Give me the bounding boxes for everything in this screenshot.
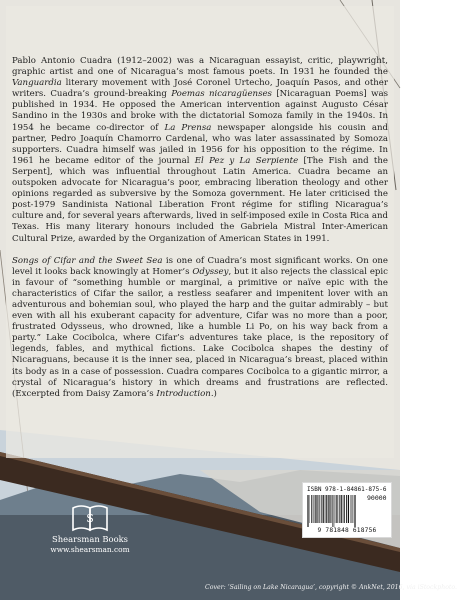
italic-title-run: Vanguardia (12, 78, 62, 89)
text-run: newspaper alongside his cousin and partner, Pedro Joaquín Chamorro Cardenal, who was later assassinated by Somoza supporters. Cuadra himself was jailed in 1956 for his opposition to the régime. In 1961 he became editor of the journal (12, 122, 389, 166)
text-run: , but it also rejects the classical epic in favour of “something humble or marginal, a primitive or naïve epic with the characteristics of Cifar the sailor, a restless seafarer and impenitent lover with an adventurous and bohemian soul, who played the harp and the guitar admirably – but even with all his exuberant capacity for adventure, Cifar was no more than a poor, frustrated Odysseus, who drowned, like a humble Li Po, on his way back from a party.” Lake Cocibolca, where Cifar’s adventures take place, is the repository of legends, fables, and mythical fictions. Lake Cocibolca shapes the destiny of Nicaraguans, because it is the inner sea, placed in Nicaragua’s breast, placed within its body as in a case of possession. Cuadra compares Cocibolca to a gigantic mirror, a crystal of Nicaragua’s history in which dreams and frustrations are reflected. (Excerpted from Daisy Zamora’s (12, 266, 388, 399)
publisher-name: Shearsman Books (52, 534, 128, 544)
barcode-bar (348, 495, 349, 523)
author-bio-paragraph (12, 56, 388, 245)
isbn-label: ISBN 978-1-84861-875-6 (307, 486, 387, 493)
book-description-paragraph (12, 256, 388, 400)
text-run: literary movement with José Coronel Urtecho, Joaquín Pasos, and other writers. Cuadra’s ground-breaking (12, 78, 388, 100)
price-code: 90000 (367, 494, 387, 502)
barcode-bar (334, 495, 335, 527)
barcode-bar (332, 495, 333, 527)
barcode-bar (341, 495, 342, 523)
text-run: is one of Cuadra’s most significant works. On one level it looks back knowingly at Homer’s (12, 255, 388, 277)
barcode-bar (311, 495, 312, 523)
italic-title-run: Odyssey (192, 266, 229, 277)
barcode-bar (353, 495, 354, 523)
italic-title-run: Songs of Cifar and the Sweet Sea (12, 255, 163, 266)
barcode-bar (323, 495, 324, 523)
barcode-bar (337, 495, 338, 523)
blurb-text (12, 56, 388, 411)
cover-photo-credit: Cover: ‘Sailing on Lake Nicaragua’, copyright © AnkNet, 2016, via iStockphoto. (205, 584, 457, 591)
text-run: .) (210, 388, 217, 399)
text-run: [The Fish and the Serpent], which was influential throughout Latin America. Cuadra became an outspoken advocate for Nicaragua’s poor, embracing liberation theology and other opinions regarded as subversive by the Somoza government. He later criticised the post-1979 Sandinista National Liberation Front régime for stifling Nicaragua’s culture and, for several years afterwards, lived in self-imposed exile in Costa Rica and Texas. His many literary honours included the Gabriela Mistral Inter-American Cultural Prize, awarded by the Organization of American States in 1991. (12, 155, 388, 244)
barcode-bar (321, 495, 322, 523)
barcode-bar (315, 495, 316, 523)
text-run: [Nicaraguan Poems] was published in 1934. He opposed the American intervention against Augusto César Sandino in the 1930s and broke with the dictatorial Somoza family in the 1940s. In 1954 he became co-director of (12, 89, 389, 133)
italic-title-run: Introduction (156, 388, 211, 399)
barcode-bars (307, 495, 365, 527)
publisher-block (40, 502, 140, 554)
italic-title-run: La Prensa (164, 122, 212, 133)
barcode-bar (308, 495, 309, 527)
barcode-bar (319, 495, 320, 523)
barcode-bar (344, 495, 345, 523)
shearsman-logo-icon (71, 502, 109, 532)
barcode-bar (355, 495, 356, 527)
barcode-bar (346, 495, 347, 523)
italic-title-run: Poemas nicaragüenses (171, 89, 272, 100)
barcode-bar (354, 495, 355, 527)
isbn-barcode (302, 482, 392, 538)
barcode-bar (313, 495, 314, 523)
italic-title-run: El Pez y La Serpiente (194, 155, 299, 166)
text-run: Pablo Antonio Cuadra (1912–2002) was a Nicaraguan essayist, critic, playwright, graphic artist and one of Nicaragua’s most famous poets. In 1931 he founded the (12, 56, 388, 78)
barcode-bar (307, 495, 308, 527)
barcode-bar (336, 495, 337, 523)
publisher-url: www.shearsman.com (50, 545, 130, 554)
barcode-bar (326, 495, 327, 523)
barcode-bar (328, 495, 329, 523)
barcode-bar (339, 495, 340, 523)
barcode-bar (316, 495, 317, 523)
barcode-bar (329, 495, 330, 523)
barcode-digits: 9 781848 618756 (317, 527, 377, 534)
logo-letter: S (86, 512, 94, 525)
